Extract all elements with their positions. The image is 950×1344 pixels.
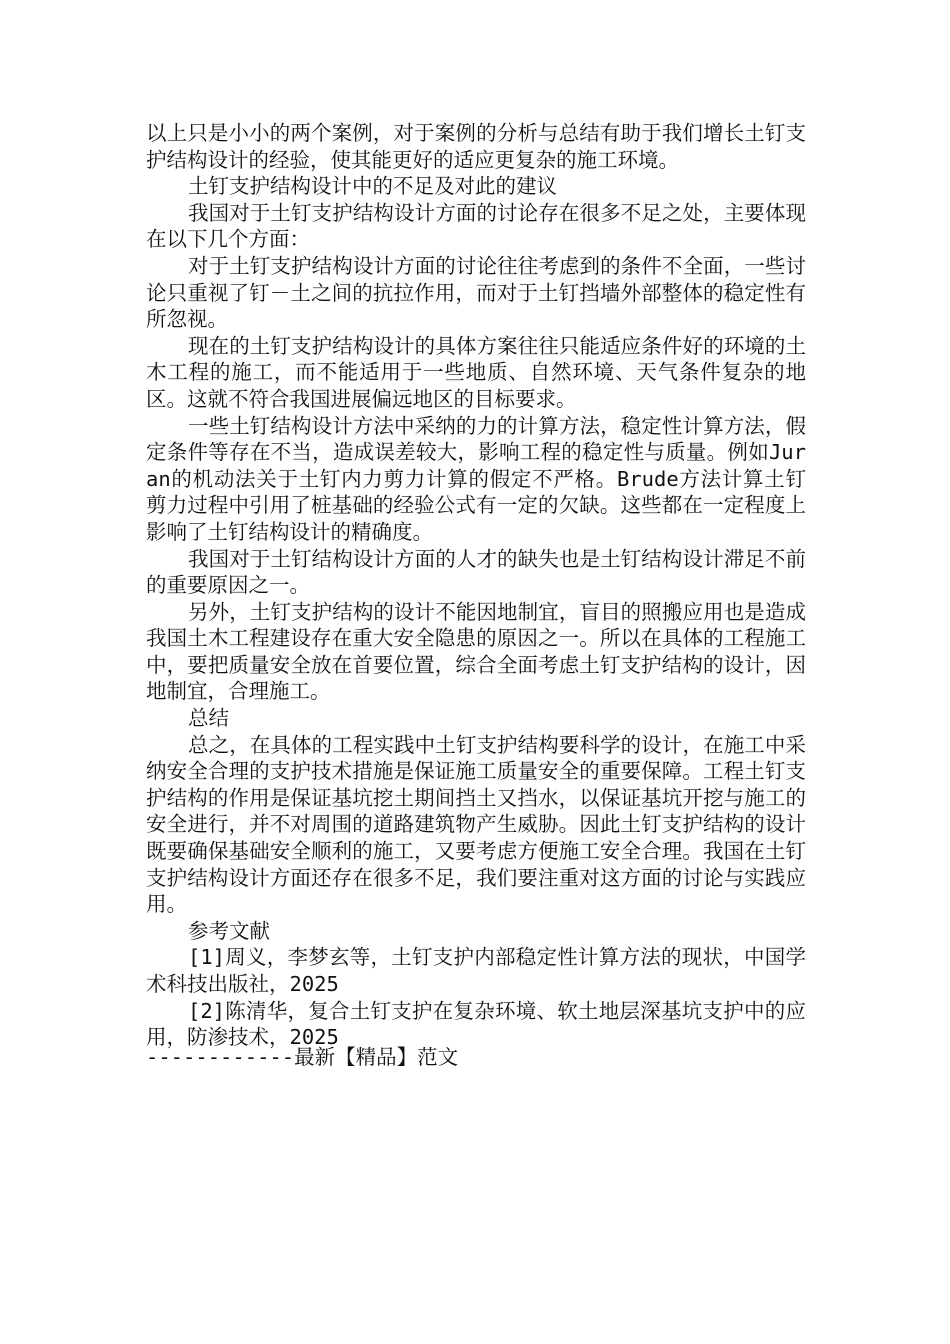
section-heading-deficiencies: 土钉支护结构设计中的不足及对此的建议 bbox=[188, 174, 557, 199]
paragraph-summary: 总之，在具体的工程实践中土钉支护结构要科学的设计，在施工中采纳安全合理的支护技术措施是保证施工质量安全的重要保障。工程土钉支护结构的作用是保证基坑挖土期间挡土又挡水，以保证基坑开挖与施工的安全进行，并不对周围的道路建筑物产生威胁。因此土钉支护结构的设计既要确保基础安全顺利的施工，又要考虑方便施工安全合理。我国在土钉支护结构设计方面还存在很多不足，我们要注重对这方面的讨论与实践应用。 bbox=[146, 732, 806, 917]
paragraph-deficiencies-intro: 我国对于土钉支护结构设计方面的讨论存在很多不足之处，主要体现在以下几个方面： bbox=[146, 200, 806, 252]
paragraph-case-summary: 以上只是小小的两个案例，对于案例的分析与总结有助于我们增长土钉支护结构设计的经验，使其能更好的适应更复杂的施工环境。 bbox=[146, 121, 806, 172]
section-heading-references: 参考文献 bbox=[188, 918, 270, 943]
paragraph-calculation-methods: 一些土钉结构设计方法中采纳的力的计算方法，稳定性计算方法，假定条件等存在不当，造成误差较大，影响工程的稳定性与质量。例如Juran的机动法关于土钉内力剪力计算的假定不严格。Brude方法计算土钉剪力过程中引用了桩基础的经验公式有一定的欠缺。这些都在一定程度上影响了土钉结构设计的精确度。 bbox=[146, 413, 806, 544]
paragraph-talent-shortage: 我国对于土钉结构设计方面的人才的缺失也是土钉结构设计滞足不前的重要原因之一。 bbox=[146, 546, 806, 598]
reference-item-2: [2]陈清华，复合土钉支护在复杂环境、软土地层深基坑支护中的应用，防渗技术，2025 bbox=[146, 998, 806, 1050]
page-footer: ------------最新【精品】范文 bbox=[146, 1045, 459, 1069]
paragraph-local-adaptation: 另外，土钉支护结构的设计不能因地制宜，盲目的照搬应用也是造成我国土木工程建设存在重大安全隐患的原因之一。所以在具体的工程施工中，要把质量安全放在首要位置，综合全面考虑土钉支护结构的设计，因地制宜，合理施工。 bbox=[146, 599, 806, 704]
section-heading-summary: 总结 bbox=[188, 706, 229, 731]
paragraph-incomplete-conditions: 对于土钉支护结构设计方面的讨论往往考虑到的条件不全面，一些讨论只重视了钉－土之间的抗拉作用，而对于土钉挡墙外部整体的稳定性有所忽视。 bbox=[146, 253, 806, 332]
document-body bbox=[146, 120, 806, 1051]
paragraph-limited-applicability: 现在的土钉支护结构设计的具体方案往往只能适应条件好的环境的土木工程的施工，而不能适用于一些地质、自然环境、天气条件复杂的地区。这就不符合我国进展偏远地区的目标要求。 bbox=[146, 333, 806, 411]
reference-item-1: [1]周义，李梦玄等，土钉支护内部稳定性计算方法的现状，中国学术科技出版社，2025 bbox=[146, 945, 806, 996]
